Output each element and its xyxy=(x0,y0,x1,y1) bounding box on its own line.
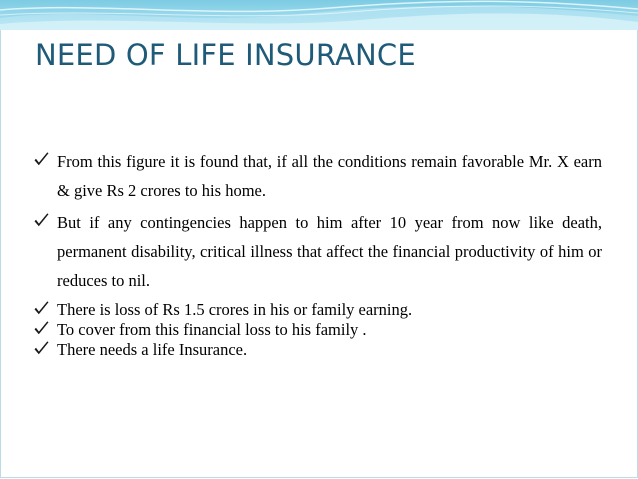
bullet-text: There is loss of Rs 1.5 crores in his or family earning. xyxy=(57,300,413,319)
decorative-wave-banner xyxy=(0,0,638,30)
checkmark-icon xyxy=(33,151,50,168)
bullet-item xyxy=(33,320,602,340)
bullet-list xyxy=(33,147,602,360)
checkmark-icon xyxy=(33,212,50,229)
bullet-item xyxy=(33,208,602,295)
bullet-item xyxy=(33,300,602,320)
wave-pattern-icon xyxy=(0,0,638,30)
bullet-item xyxy=(33,147,602,205)
bullet-text: There needs a life Insurance. xyxy=(57,340,248,359)
bullet-text: To cover from this financial loss to his family . xyxy=(57,320,367,339)
checkmark-icon xyxy=(33,320,50,337)
checkmark-icon xyxy=(33,300,50,317)
slide-title: NEED OF LIFE INSURANCE xyxy=(35,38,416,72)
bullet-text: But if any contingencies happen to him after 10 year from now like death, permanent disability, critical illness that affect the financial productivity of him or reduces to nil. xyxy=(57,213,602,290)
bullet-text: From this figure it is found that, if all the conditions remain favorable Mr. X earn & give Rs 2 crores to his home. xyxy=(57,152,602,200)
bullet-item xyxy=(33,340,602,360)
checkmark-icon xyxy=(33,340,50,357)
